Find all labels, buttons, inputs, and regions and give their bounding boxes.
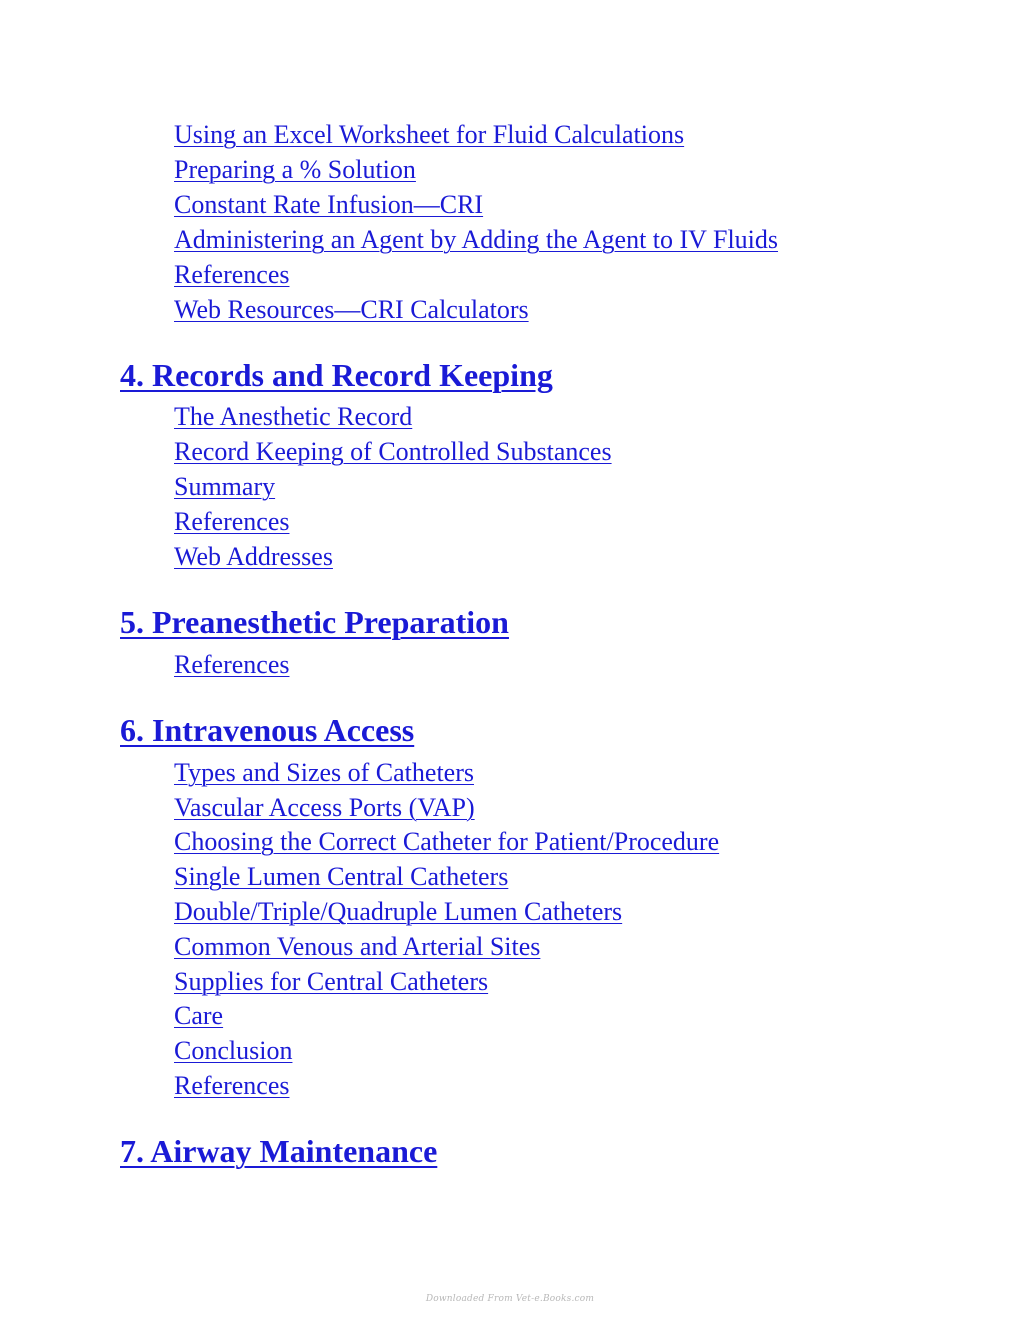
toc-subsection-link[interactable]: The Anesthetic Record (174, 402, 413, 431)
toc-chapter-link[interactable]: 5. Preanesthetic Preparation (120, 604, 509, 640)
toc-subsection-link[interactable]: Web Addresses (174, 542, 333, 571)
download-watermark: Downloaded From Vet-e.Books.com (425, 1294, 595, 1304)
toc-subsection-link[interactable]: References (174, 260, 290, 289)
toc-subsection-link[interactable]: Conclusion (174, 1036, 293, 1065)
toc-subsection-link[interactable]: Using an Excel Worksheet for Fluid Calculations (174, 120, 685, 149)
toc-subsection-link[interactable]: Care (174, 1001, 224, 1030)
toc-subsection-link[interactable]: Double/Triple/Quadruple Lumen Catheters (174, 897, 623, 926)
toc-subsection-link[interactable]: Supplies for Central Catheters (174, 967, 489, 996)
toc-subsection-link[interactable]: Choosing the Correct Catheter for Patient/Procedure (174, 827, 720, 856)
toc-subsection-link[interactable]: Vascular Access Ports (VAP) (174, 793, 475, 822)
toc-subsection-link[interactable]: Summary (174, 472, 276, 501)
toc-chapter-link[interactable]: 7. Airway Maintenance (120, 1133, 438, 1169)
toc-subsection-link[interactable]: Web Resources—CRI Calculators (174, 295, 529, 324)
toc-chapter-link[interactable]: 4. Records and Record Keeping (120, 357, 553, 393)
toc-subsection-link[interactable]: Record Keeping of Controlled Substances (174, 437, 612, 466)
toc-subsection-link[interactable]: References (174, 507, 290, 536)
toc-subsection-link[interactable]: Constant Rate Infusion—CRI (174, 190, 484, 219)
toc-subsection-link[interactable]: Common Venous and Arterial Sites (174, 932, 541, 961)
toc-subsection-link[interactable]: Administering an Agent by Adding the Agent to IV Fluids (174, 225, 779, 254)
toc-chapter-link[interactable]: 6. Intravenous Access (120, 712, 415, 748)
toc-subsection-link[interactable]: Types and Sizes of Catheters (174, 758, 474, 787)
toc-subsection-link[interactable]: References (174, 650, 290, 679)
toc-subsection-link[interactable]: Preparing a % Solution (174, 155, 416, 184)
toc-subsection-link[interactable]: Single Lumen Central Catheters (174, 862, 509, 891)
toc-subsection-link[interactable]: References (174, 1071, 290, 1100)
